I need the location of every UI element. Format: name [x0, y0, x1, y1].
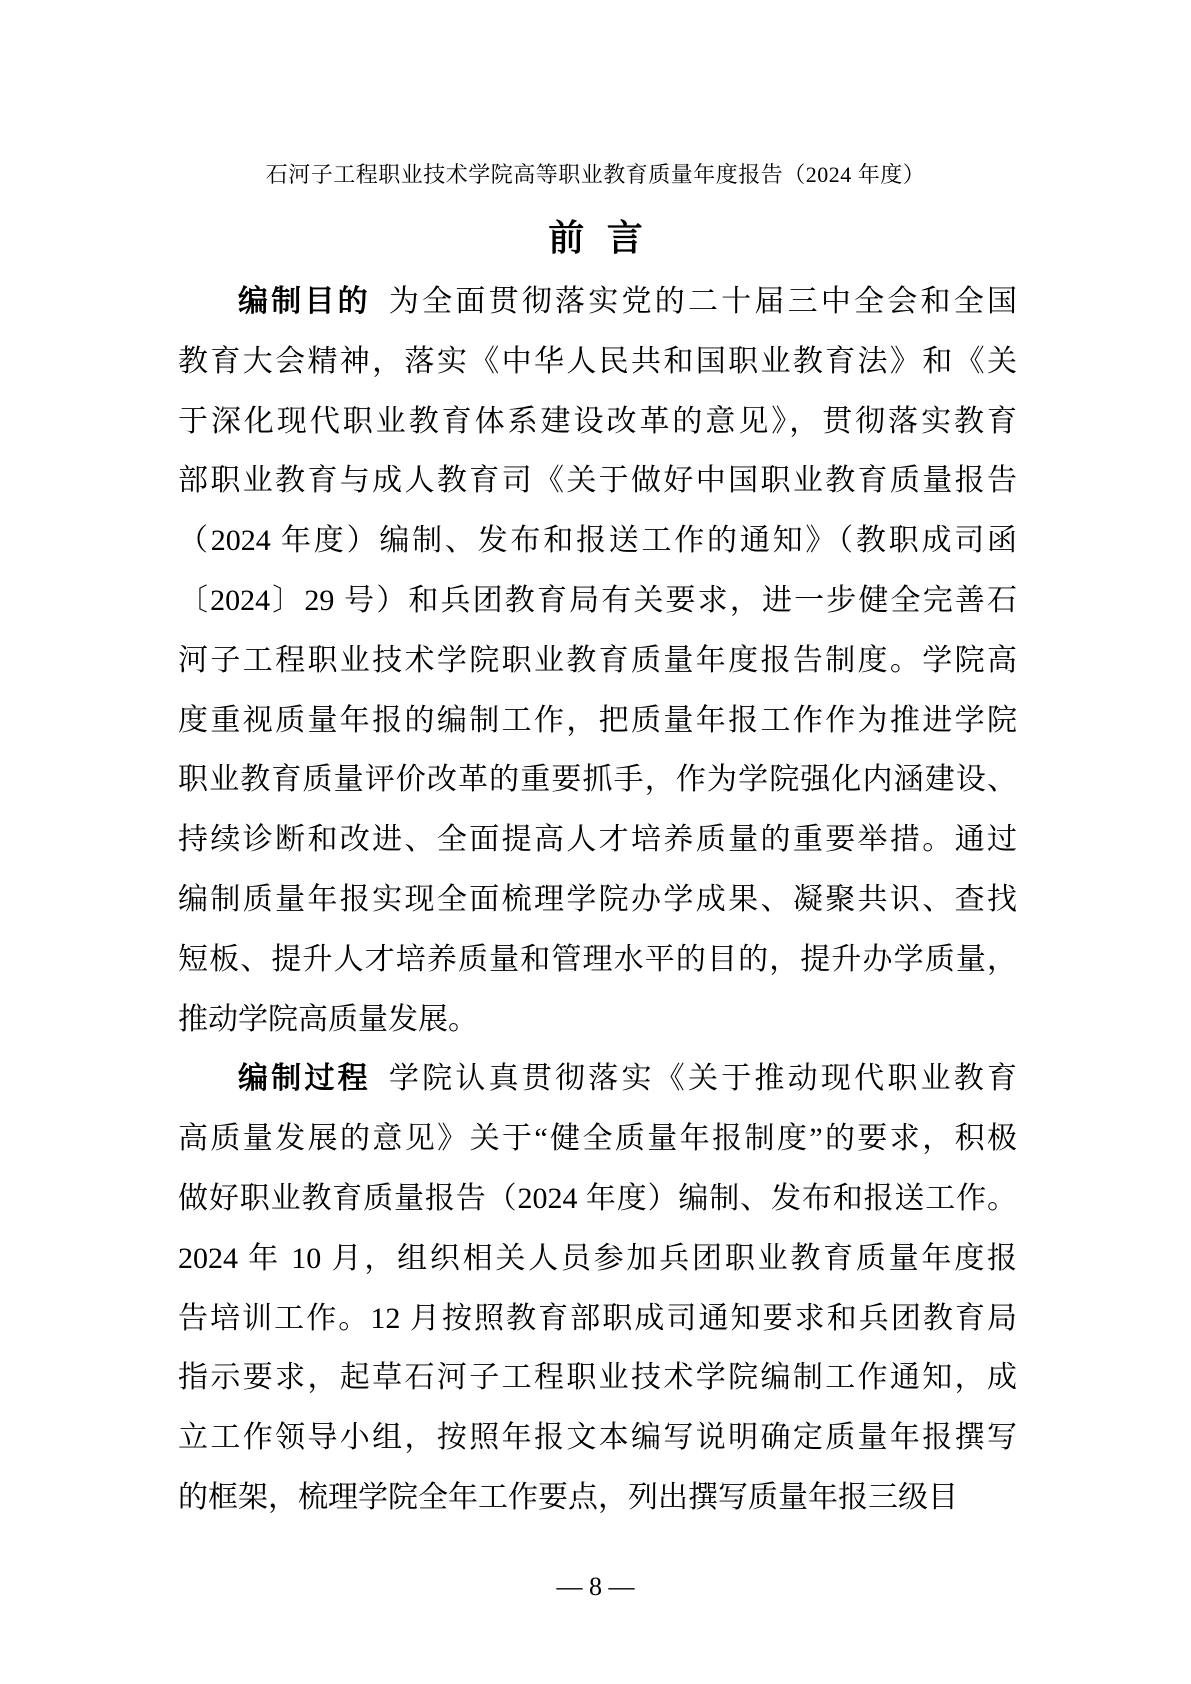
- paragraph-2-lead: 编制过程: [238, 1062, 371, 1096]
- paragraph-1-line: 于深化现代职业教育体系建设改革的意见》，贯彻落实教育: [178, 404, 1017, 438]
- paragraph-2-line: 指示要求，起草石河子工程职业技术学院编制工作通知，成: [178, 1361, 1017, 1395]
- paragraph-1-line: 〔2024〕29 号）和兵团教育局有关要求，进一步健全完善石: [178, 583, 1017, 617]
- paragraph-2-last-line: 的框架，梳理学院全年工作要点，列出撰写质量年报三级目: [178, 1480, 958, 1514]
- page-header-title: 石河子工程职业技术学院高等职业教育质量年度报告（2024 年度）: [265, 162, 926, 187]
- paragraph-2-line: 高质量发展的意见》关于“健全质量年报制度”的要求，积极: [178, 1122, 1017, 1156]
- paragraph-1-line: （2024 年度）编制、发布和报送工作的通知》（教职成司函: [178, 524, 1017, 558]
- page-number: — 8 —: [556, 1572, 635, 1601]
- paragraph-1-line: [178, 272, 1017, 332]
- paragraph-1-line: 度重视质量年报的编制工作，把质量年报工作作为推进学院: [178, 703, 1017, 737]
- paragraph-2-line: 立工作领导小组，按照年报文本编写说明确定质量年报撰写: [178, 1421, 1017, 1455]
- document-body: [178, 272, 1017, 1528]
- paragraph-2-first-line-text: 学院认真贯彻落实《关于推动现代职业教育: [388, 1062, 1018, 1096]
- paragraph-1-line: 短板、提升人才培养质量和管理水平的目的，提升办学质量，: [178, 942, 1017, 976]
- page-title: 前 言: [548, 217, 643, 258]
- paragraph-1-last-line: 推动学院高质量发展。: [178, 1002, 478, 1036]
- paragraph-2-line: 做好职业教育质量报告（2024 年度）编制、发布和报送工作。: [178, 1181, 1017, 1215]
- paragraph-1-line: 持续诊断和改进、全面提高人才培养质量的重要举措。通过: [178, 823, 1017, 857]
- paragraph-1-line: 河子工程职业技术学院职业教育质量年度报告制度。学院高: [178, 643, 1017, 677]
- paragraph-1-line: 教育大会精神，落实《中华人民共和国职业教育法》和《关: [178, 344, 1017, 378]
- paragraph-2-line: 告培训工作。12 月按照教育部职成司通知要求和兵团教育局: [178, 1301, 1017, 1335]
- paragraph-1-line: 职业教育质量评价改革的重要抓手，作为学院强化内涵建设、: [178, 763, 1017, 797]
- paragraph-2-line: 2024 年 10 月，组织相关人员参加兵团职业教育质量年度报: [178, 1241, 1017, 1275]
- paragraph-1-line: 编制质量年报实现全面梳理学院办学成果、凝聚共识、查找: [178, 882, 1017, 916]
- paragraph-1-lead: 编制目的: [238, 285, 371, 318]
- paragraph-1-line: 部职业教育与成人教育司《关于做好中国职业教育质量报告: [178, 464, 1017, 498]
- paragraph-1-first-line-text: 为全面贯彻落实党的二十届三中全会和全国: [388, 285, 1018, 318]
- paragraph-2-line: [178, 1049, 1017, 1109]
